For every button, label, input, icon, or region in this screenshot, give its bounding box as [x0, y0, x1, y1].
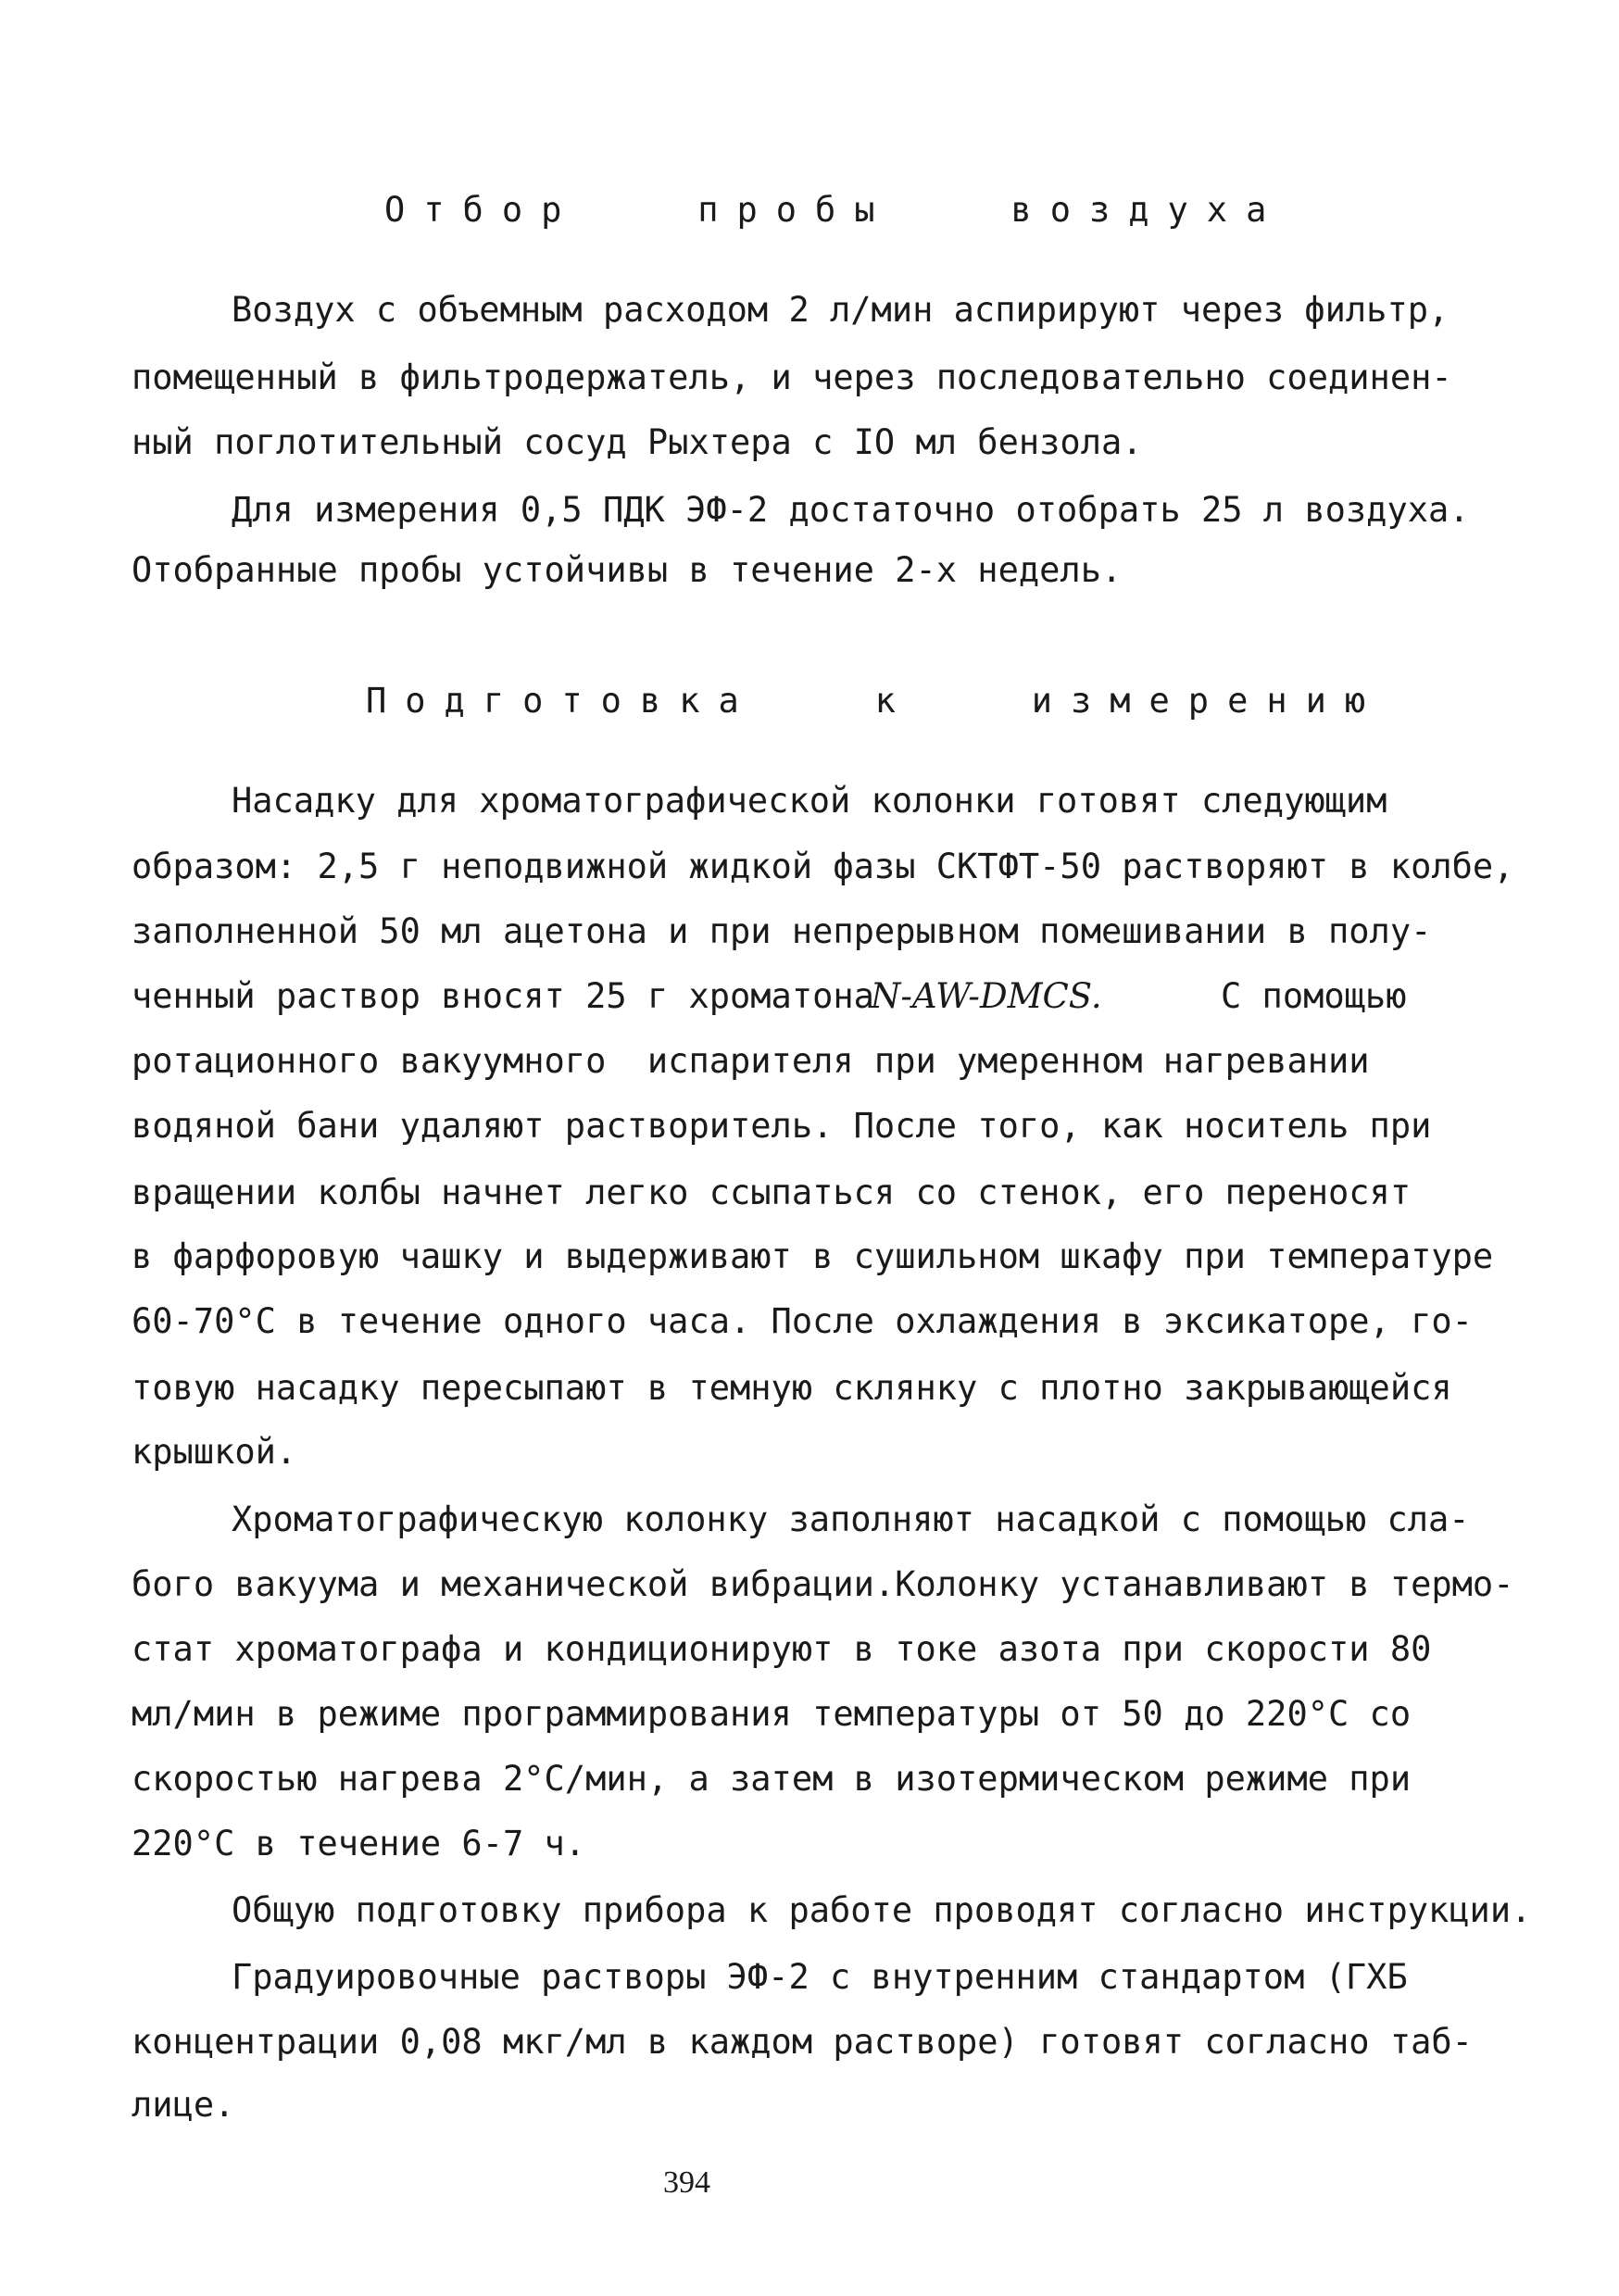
paragraph-line: бого вакуума и механической вибрации.Колонку устанавливают в термо-: [132, 1564, 1514, 1604]
paragraph-line: скоростью нагрева 2°С/мин, а затем в изотермическом режиме при: [132, 1759, 1412, 1799]
paragraph-line: Общую подготовку прибора к работе проводят согласно инструкции.: [232, 1890, 1532, 1930]
paragraph-line: водяной бани удаляют растворитель. После того, как носитель при: [132, 1106, 1432, 1146]
paragraph-line: 60-70°С в течение одного часа. После охлаждения в эксикаторе, го-: [132, 1301, 1473, 1341]
paragraph-line: Насадку для хроматографической колонки готовят следующим: [232, 781, 1387, 821]
paragraph-line: 220°С в течение 6-7 ч.: [132, 1824, 586, 1863]
paragraph-line: концентрации 0,08 мкг/мл в каждом растворе) готовят согласно таб-: [132, 2022, 1473, 2062]
paragraph-line: заполненной 50 мл ацетона и при непрерывном помешивании в полу-: [132, 911, 1432, 951]
page-number: 394: [663, 2165, 710, 2200]
paragraph-line: Отобранные пробы устойчивы в течение 2-х недель.: [132, 550, 1123, 590]
paragraph-line: товую насадку пересыпают в темную склянку с плотно закрывающейся: [132, 1368, 1452, 1408]
sorbent-name-inline: N-AW-DMCS.: [871, 976, 1102, 1016]
paragraph-line: ченный раствор вносят 25 г хроматона: [132, 976, 874, 1016]
section-heading-preparation: Подготовка к измерению: [366, 681, 1385, 721]
paragraph-line: ротационного вакуумного испарителя при умеренном нагревании: [132, 1041, 1370, 1081]
paragraph-line: мл/мин в режиме программирования температуры от 50 до 220°С со: [132, 1694, 1412, 1734]
paragraph-line: С помощью: [1221, 976, 1407, 1016]
paragraph-line: Хроматографическую колонку заполняют насадкой с помощью сла-: [232, 1499, 1470, 1539]
paragraph-line: стат хроматографа и кондиционируют в токе азота при скорости 80: [132, 1629, 1432, 1669]
paragraph-line: образом: 2,5 г неподвижной жидкой фазы СКТФТ-50 растворяют в колбе,: [132, 847, 1514, 886]
section-heading-air-sampling: Отбор пробы воздуха: [384, 190, 1286, 230]
paragraph-line: лице.: [132, 2085, 235, 2125]
paragraph-line: помещенный в фильтродержатель, и через последовательно соединен-: [132, 358, 1452, 397]
paragraph-line: Градуировочные растворы ЭФ-2 с внутренним стандартом (ГХБ: [232, 1957, 1408, 1997]
paragraph-line: ный поглотительный сосуд Рыхтера с IO мл бензола.: [132, 422, 1143, 462]
paragraph-line: крышкой.: [132, 1432, 297, 1472]
paragraph-line: в фарфоровую чашку и выдерживают в сушильном шкафу при температуре: [132, 1236, 1494, 1276]
paragraph-line: вращении колбы начнет легко ссыпаться со стенок, его переносят: [132, 1173, 1412, 1212]
paragraph-line: Для измерения 0,5 ПДК ЭФ-2 достаточно отобрать 25 л воздуха.: [232, 490, 1470, 530]
paragraph-line: Воздух с объемным расходом 2 л/мин аспирируют через фильтр,: [232, 290, 1450, 330]
